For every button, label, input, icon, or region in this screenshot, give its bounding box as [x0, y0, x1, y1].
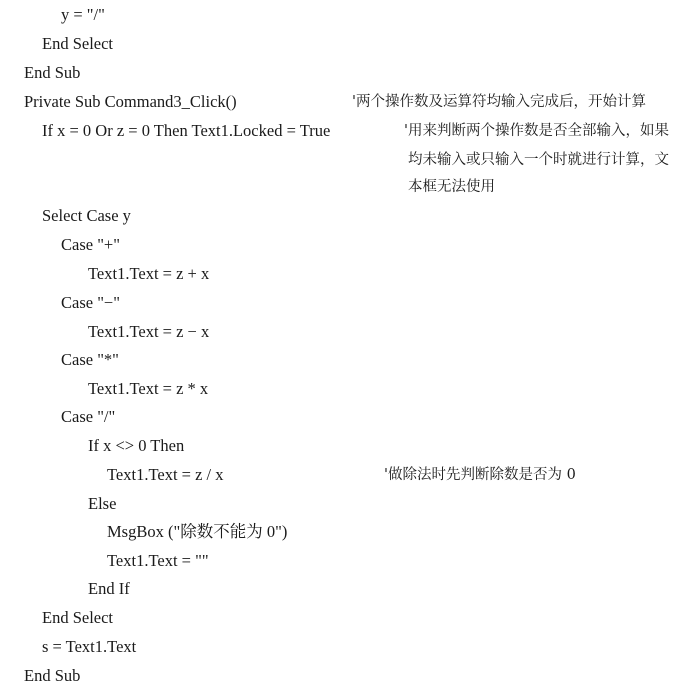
code-comment: '用来判断两个操作数是否全部输入，如果: [404, 123, 669, 139]
code-line: If x = 0 Or z = 0 Then Text1.Locked = True: [42, 121, 331, 140]
code-line: Case "+": [61, 235, 120, 254]
code-line: Case "−": [61, 293, 120, 312]
code-line: Text1.Text = "": [107, 551, 209, 570]
code-line: If x <> 0 Then: [88, 436, 185, 455]
code-line: Else: [88, 494, 117, 513]
code-comment: 均未输入或只输入一个时就进行计算，文: [408, 152, 669, 168]
code-line: End Sub: [24, 666, 81, 685]
code-comment: '做除法时先判断除数是否为 0: [384, 467, 576, 483]
code-line: MsgBox ("除数不能为 0"): [107, 522, 288, 541]
code-line: Text1.Text = z / x: [107, 465, 224, 484]
code-line: Text1.Text = z + x: [88, 264, 210, 283]
code-line: End Select: [42, 608, 114, 627]
code-line: Case "/": [61, 407, 116, 426]
code-line: y = "/": [61, 5, 105, 24]
code-line: End Select: [42, 34, 114, 53]
code-line: Text1.Text = z − x: [88, 322, 210, 341]
code-line: Private Sub Command3_Click(): [24, 92, 237, 111]
code-line: Case "*": [61, 350, 119, 369]
code-comment: '两个操作数及运算符均输入完成后，开始计算: [352, 94, 646, 110]
code-line: s = Text1.Text: [42, 637, 137, 656]
code-line: Select Case y: [42, 206, 131, 225]
code-line: Text1.Text = z * x: [88, 379, 209, 398]
code-line: End If: [88, 579, 130, 598]
code-comment: 本框无法使用: [408, 179, 495, 195]
code-line: End Sub: [24, 63, 81, 82]
